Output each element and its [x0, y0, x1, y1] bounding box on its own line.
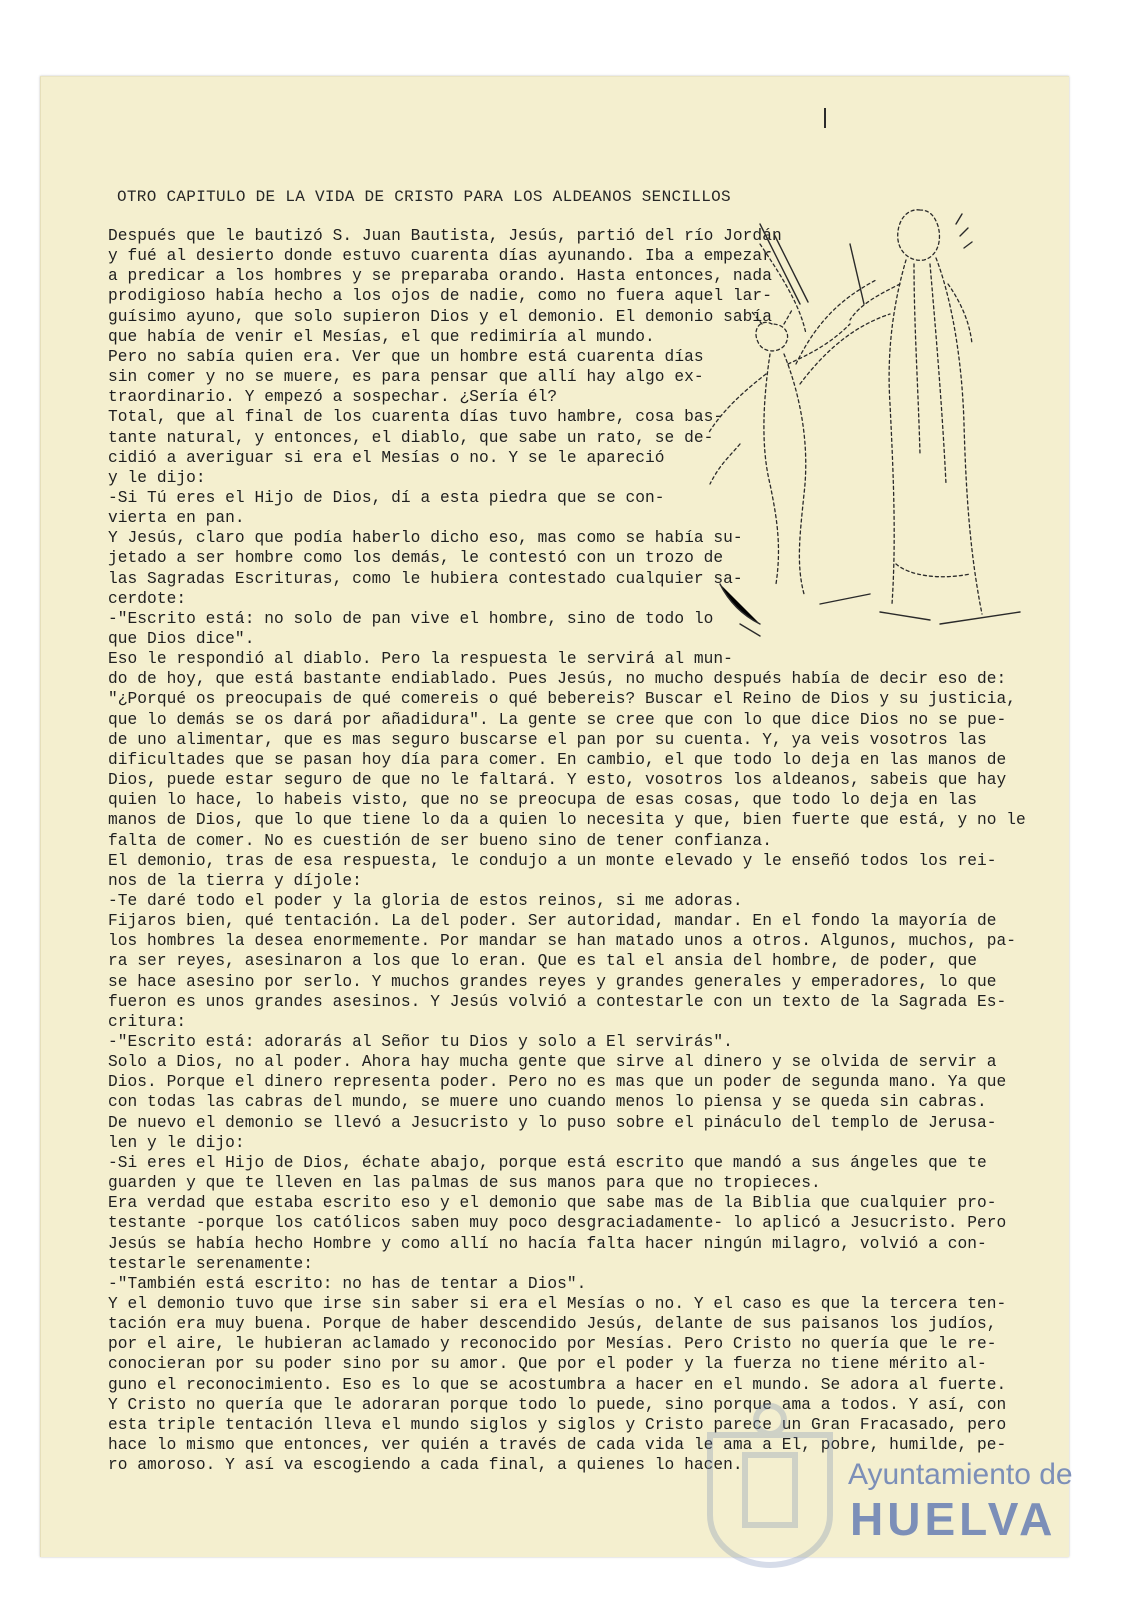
body-line: Jesús se había hecho Hombre y como allí no hacía falta hacer ningún milagro, volvió a con-: [108, 1234, 987, 1253]
body-line: Dios, puede estar seguro de que no le faltará. Y esto, vosotros los aldeanos, sabeis que hay: [108, 771, 1007, 790]
body-line: testarle serenamente:: [108, 1254, 314, 1273]
body-line: hace lo mismo que entonces, ver quién a través de cada vida le ama a El, pobre, humilde, pe-: [108, 1436, 1007, 1454]
body-line: prodigioso había hecho a los ojos de nadie, como no fuera aquel lar-: [108, 287, 772, 306]
body-line: que había de venir el Mesías, el que redimiría al mundo.: [108, 327, 655, 346]
body-line: que lo demás se os dará por añadidura". La gente se cree que con lo que dice Dios no se pue-: [108, 710, 1007, 729]
body-line: El demonio, tras de esa respuesta, le condujo a un monte elevado y le enseñó todos los rei-: [108, 851, 997, 870]
body-line: cerdote:: [108, 589, 187, 608]
body-line: a predicar a los hombres y se preparaba orando. Hasta entonces, nada: [108, 267, 772, 286]
body-line: -Te daré todo el poder y la gloria de estos reinos, si me adoras.: [108, 891, 743, 910]
body-line: cidió a averiguar si era el Mesías o no. Y se le apareció: [108, 448, 665, 467]
body-line: de uno alimentar, que es mas seguro buscarse el pan por su cuenta. Y, ya veis vosotros las: [108, 730, 987, 749]
document-title: OTRO CAPITULO DE LA VIDA DE CRISTO PARA LOS ALDEANOS SENCILLOS: [117, 188, 731, 206]
body-line: -Si eres el Hijo de Dios, échate abajo, porque está escrito que mandó a sus ángeles que te: [108, 1153, 987, 1172]
body-line: ro amoroso. Y así va escogiendo a cada final, a quienes lo hacen.: [108, 1456, 743, 1475]
body-line: Total, que al final de los cuarenta días tuvo hambre, cosa bas-: [108, 408, 724, 427]
body-line: dificultades que se pasan hoy día para comer. En cambio, el que todo lo deja en las manos de: [108, 750, 1007, 769]
body-line: sin comer y no se muere, es para pensar que allí hay algo ex-: [108, 368, 704, 387]
body-line: Y el demonio tuvo que irse sin saber si era el Mesías o no. Y el caso es que la tercera ten-: [108, 1294, 1007, 1313]
body-line: len y le dijo:: [108, 1133, 245, 1152]
body-line: tante natural, y entonces, el diablo, que sabe un rato, se de-: [108, 428, 714, 447]
body-line: Dios. Porque el dinero representa poder. Pero no es mas que un poder de segunda mano. Ya que: [108, 1073, 1007, 1092]
body-line: -Si Tú eres el Hijo de Dios, dí a esta piedra que se con-: [108, 488, 665, 507]
body-line: nos de la tierra y díjole:: [108, 871, 362, 890]
body-line: y fué al desierto donde estuvo cuarenta días ayunando. Iba a empezar: [108, 247, 772, 266]
body-line: ra ser reyes, asesinaron a los que lo eran. Que es tal el ansia del hombre, de poder, que: [108, 952, 978, 971]
body-line: Y Jesús, claro que podía haberlo dicho eso, mas como se había su-: [108, 529, 743, 548]
body-line: -"Escrito está: no solo de pan vive el hombre, sino de todo lo: [108, 609, 714, 628]
body-line: que Dios dice".: [108, 630, 255, 648]
body-line: manos de Dios, que lo que tiene lo da a quien lo necesita y que, bien fuerte que está, y no le: [108, 811, 1026, 830]
body-line: testante -porque los católicos saben muy poco desgraciadamente- lo aplicó a Jesucristo. Pero: [108, 1214, 1007, 1233]
body-line: Después que le bautizó S. Juan Bautista, Jesús, partió del río Jordán: [108, 227, 782, 245]
body-line: Era verdad que estaba escrito eso y el demonio que sabe mas de la Biblia que cualquier pro-: [108, 1194, 997, 1213]
body-line: -"También está escrito: no has de tentar a Dios".: [108, 1274, 587, 1293]
body-line: -"Escrito está: adorarás al Señor tu Dios y solo a El servirás".: [108, 1033, 733, 1051]
body-line: Y Cristo no quería que le adoraran porque todo lo puede, sino porque ama a todos. Y así, con: [108, 1395, 1007, 1414]
body-line: guísimo ayuno, que solo supieron Dios y el demonio. El demonio sabía: [108, 307, 772, 326]
body-line: esta triple tentación lleva el mundo siglos y siglos y Cristo parece un Gran Fracasado, pero: [108, 1415, 1007, 1434]
watermark-line1: Ayuntamiento de: [848, 1458, 1073, 1491]
body-line: do de hoy, que está bastante endiablado. Pues Jesús, no mucho después había de decir eso de:: [108, 670, 1007, 689]
body-line: se hace asesino por serlo. Y muchos grandes reyes y grandes generales y emperadores, lo que: [108, 972, 997, 991]
body-line: Eso le respondió al diablo. Pero la respuesta le servirá al mun-: [108, 650, 733, 669]
body-line: las Sagradas Escrituras, como le hubiera contestado cualquier sa-: [108, 569, 743, 588]
body-line: los hombres la desea enormemente. Por mandar se han matado unos a otros. Algunos, muchos, pa-: [108, 932, 1017, 951]
body-line: Fijaros bien, qué tentación. La del poder. Ser autoridad, mandar. En el fondo la mayoría de: [108, 912, 997, 931]
body-line: por el aire, le hubieran aclamado y reconocido por Mesías. Pero Cristo no quería que le re-: [108, 1335, 997, 1354]
body-line: fueron es unos grandes asesinos. Y Jesús volvió a contestarle con un texto de la Sagrada Es-: [108, 992, 1007, 1011]
watermark-line2: HUELVA: [850, 1493, 1057, 1545]
body-line: con todas las cabras del mundo, se muere uno cuando menos lo piensa y se queda sin cabras.: [108, 1093, 987, 1112]
body-line: Pero no sabía quien era. Ver que un hombre está cuarenta días: [108, 347, 704, 366]
body-line: guno el reconocimiento. Eso es lo que se acostumbra a hacer en el mundo. Se adora al fuerte.: [108, 1375, 1007, 1394]
body-line: guarden y que te lleven en las palmas de sus manos para que no tropieces.: [108, 1174, 821, 1193]
body-line: Solo a Dios, no al poder. Ahora hay mucha gente que sirve al dinero y se olvida de servir a: [108, 1053, 997, 1072]
body-line: De nuevo el demonio se llevó a Jesucristo y lo puso sobre el pináculo del templo de Jerusa-: [108, 1113, 997, 1132]
body-line: falta de comer. No es cuestión de ser bueno sino de tener confianza.: [108, 831, 772, 850]
temptation-illustration: [700, 184, 1040, 684]
body-line: y le dijo:: [108, 468, 206, 487]
body-line: traordinario. Y empezó a sospechar. ¿Sería él?: [108, 388, 558, 407]
body-line: "¿Porqué os preocupais de qué comereis o qué bebereis? Buscar el Reino de Dios y su justicia,: [108, 690, 1017, 709]
body-line: conocieran por su poder sino por su amor. Que por el poder y la fuerza no tiene mérito al-: [108, 1355, 987, 1374]
body-line: jetado a ser hombre como los demás, le contestó con un trozo de: [108, 549, 724, 568]
body-line: critura:: [108, 1012, 187, 1031]
body-line: tación era muy buena. Porque de haber descendido Jesús, delante de sus paisanos los judíos,: [108, 1315, 997, 1334]
body-line: quien lo hace, lo habeis visto, que no se preocupa de esas cosas, que todo lo deja en las: [108, 791, 978, 810]
body-line: vierta en pan.: [108, 509, 245, 528]
